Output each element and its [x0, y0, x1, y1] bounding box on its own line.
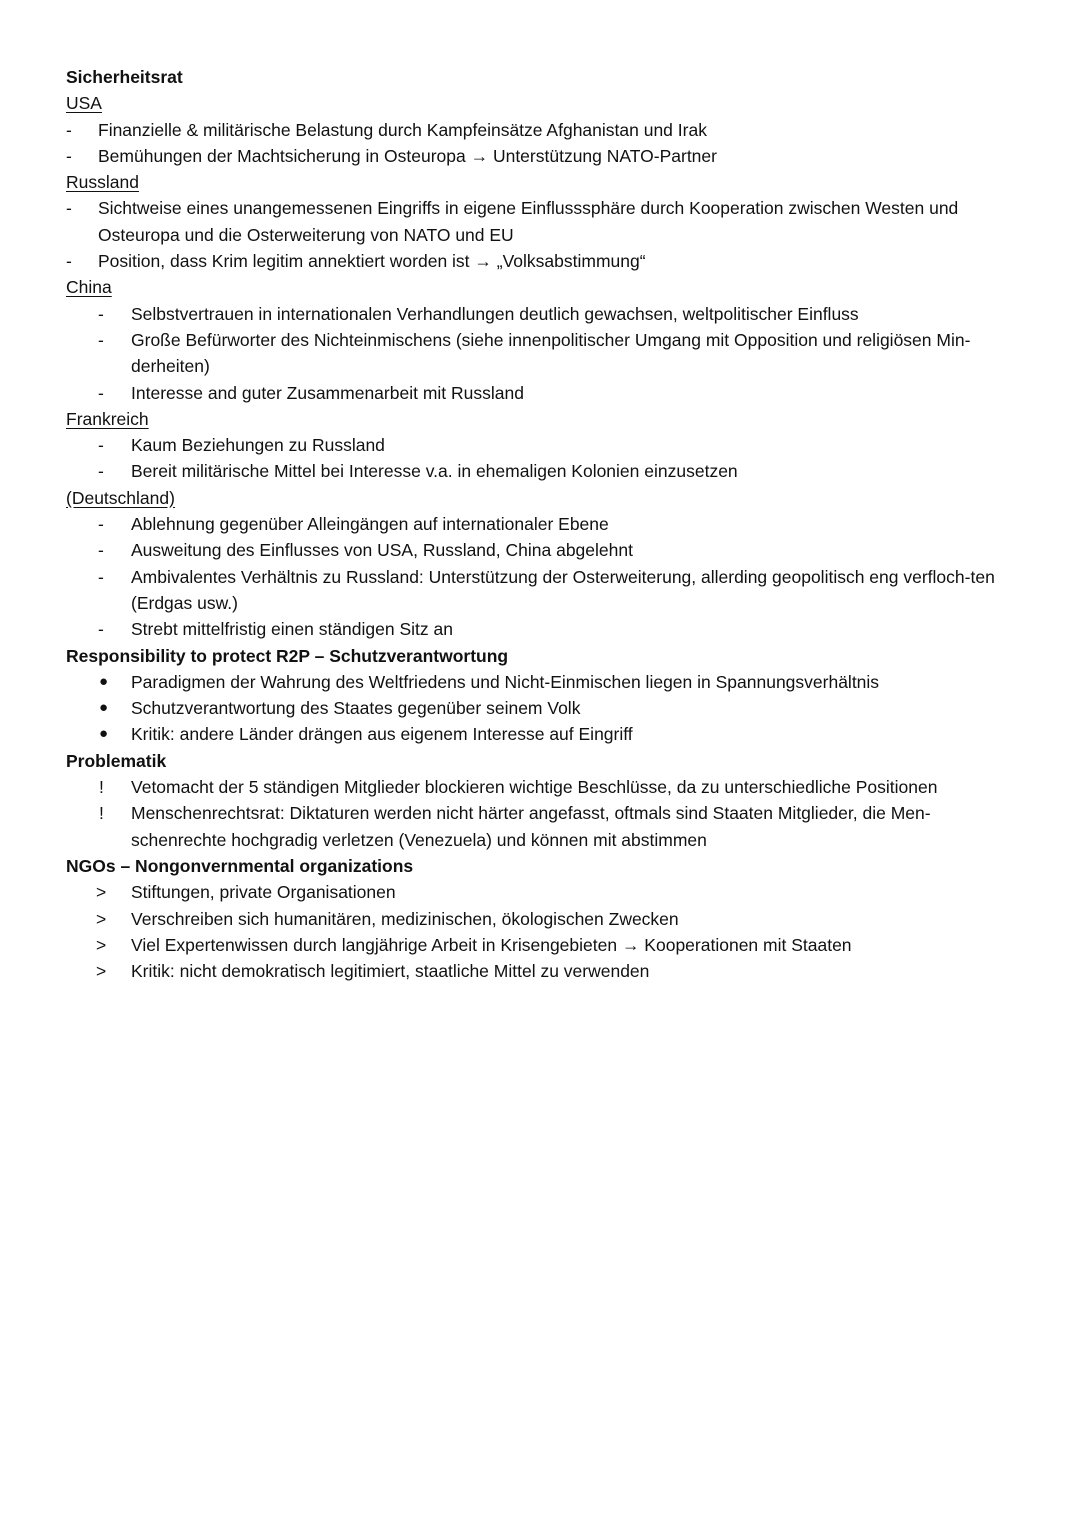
heading-r2p: Responsibility to protect R2P – Schutzverantwortung: [66, 645, 509, 666]
list-item-text: Ausweitung des Einflusses von USA, Russland, China abgelehnt: [131, 540, 633, 561]
list-item: [66, 117, 1026, 143]
list-item: [66, 932, 1026, 958]
subheading-usa: USA: [66, 93, 102, 114]
dash-marker: -: [98, 619, 104, 640]
heading-problems: Problematik: [66, 750, 167, 771]
list-item-text: Strebt mittelfristig einen ständigen Sitz an: [131, 619, 453, 640]
list-item: [66, 721, 1026, 747]
list-item: [66, 511, 1026, 537]
dash-marker: -: [98, 382, 104, 403]
chevron-marker: >: [96, 882, 107, 903]
list-item: [66, 537, 1026, 563]
list-item-text: Position, dass Krim legitim annektiert worden ist → „Volksabstimmung“: [98, 251, 646, 272]
list-item: [66, 800, 1026, 853]
list-item: [66, 564, 1026, 617]
list-item-text: Vetomacht der 5 ständigen Mitglieder blockieren wichtige Beschlüsse, da zu unterschiedliche Positionen: [131, 777, 938, 798]
bullet-marker: ●: [99, 672, 109, 690]
heading-security-council: Sicherheitsrat: [66, 67, 183, 87]
list-item-text: Kaum Beziehungen zu Russland: [131, 435, 385, 456]
list-item-text: Ambivalentes Verhältnis zu Russland: Unterstützung der Osterweiterung, allerding geopolitisch eng verfloch-ten (Erdgas usw.): [131, 566, 995, 613]
list-item: [66, 695, 1026, 721]
list-item-text: Kritik: nicht demokratisch legitimiert, staatliche Mittel zu verwenden: [131, 961, 650, 982]
list-item: [66, 669, 1026, 695]
subheading-germany: (Deutschland): [66, 487, 175, 508]
list-item: [66, 879, 1026, 905]
heading-ngos: NGOs – Nongonvernmental organizations: [66, 855, 414, 876]
list-item: [66, 327, 1026, 380]
list-item-text: Bereit militärische Mittel bei Interesse v.a. in ehemaligen Kolonien einzusetzen: [131, 461, 738, 482]
dash-marker: -: [98, 461, 104, 482]
dash-marker: -: [98, 566, 104, 587]
list-item-text: Finanzielle & militärische Belastung durch Kampfeinsätze Afghanistan und Irak: [98, 119, 707, 140]
dash-marker: -: [66, 198, 72, 219]
list-item: [66, 958, 1026, 984]
chevron-marker: >: [96, 934, 107, 955]
list-item-text: Große Befürworter des Nichteinmischens (siehe innenpolitischer Umgang mit Opposition und religiösen Min-derheiten): [131, 329, 971, 377]
list-item-text: Interesse and guter Zusammenarbeit mit Russland: [131, 382, 524, 403]
chevron-marker: >: [96, 961, 107, 982]
chevron-marker: >: [96, 908, 107, 929]
list-item: [66, 380, 1026, 406]
list-item: [66, 301, 1026, 327]
list-item: [66, 248, 1026, 274]
dash-marker: -: [66, 251, 72, 272]
list-item-text: Stiftungen, private Organisationen: [131, 882, 396, 903]
dash-marker: -: [98, 303, 104, 324]
list-item: [66, 906, 1026, 932]
exclamation-marker: !: [99, 777, 104, 798]
list-item-text: Verschreiben sich humanitären, medizinischen, ökologischen Zwecken: [131, 908, 679, 929]
list-item-text: Ablehnung gegenüber Alleingängen auf internationaler Ebene: [131, 514, 609, 535]
list-item-text: Schutzverantwortung des Staates gegenüber seinem Volk: [131, 698, 581, 719]
dash-marker: -: [98, 540, 104, 561]
list-item: [66, 458, 1026, 484]
dash-marker: -: [66, 145, 72, 166]
document-page: [66, 64, 1026, 984]
subheading-france: Frankreich: [66, 408, 149, 429]
dash-marker: -: [98, 329, 104, 350]
list-item-text: Kritik: andere Länder drängen aus eigenem Interesse auf Eingriff: [131, 724, 633, 745]
list-item: [66, 774, 1026, 800]
list-item: [66, 432, 1026, 458]
list-item-text: Paradigmen der Wahrung des Weltfriedens und Nicht-Einmischen liegen in Spannungsverhältnis: [131, 671, 880, 692]
list-item: [66, 195, 1026, 248]
subheading-russia: Russland: [66, 172, 139, 193]
list-item-text: Selbstvertrauen in internationalen Verhandlungen deutlich gewachsen, weltpolitischer Einfluss: [131, 303, 859, 324]
exclamation-marker: !: [99, 803, 104, 824]
list-item-text: Viel Expertenwissen durch langjährige Arbeit in Krisengebieten → Kooperationen mit Staaten: [131, 934, 852, 955]
bullet-marker: ●: [99, 699, 109, 717]
dash-marker: -: [66, 119, 72, 140]
dash-marker: -: [98, 514, 104, 535]
bullet-marker: ●: [99, 725, 109, 743]
list-item-text: Bemühungen der Machtsicherung in Osteuropa → Unterstützung NATO-Partner: [98, 145, 717, 166]
subheading-china: China: [66, 277, 112, 298]
list-item: [66, 616, 1026, 642]
list-item: [66, 143, 1026, 169]
list-item-text: Sichtweise eines unangemessenen Eingriffs in eigene Einflusssphäre durch Kooperation zwischen Westen und Osteuropa und die Osterweiterung von NATO und EU: [98, 198, 959, 245]
list-item-text: Menschenrechtsrat: Diktaturen werden nicht härter angefasst, oftmals sind Staaten Mitglieder, die Men-schenrechte hochgradig verletzen (Venezuela) und können mit abstimmen: [131, 803, 931, 850]
dash-marker: -: [98, 435, 104, 456]
